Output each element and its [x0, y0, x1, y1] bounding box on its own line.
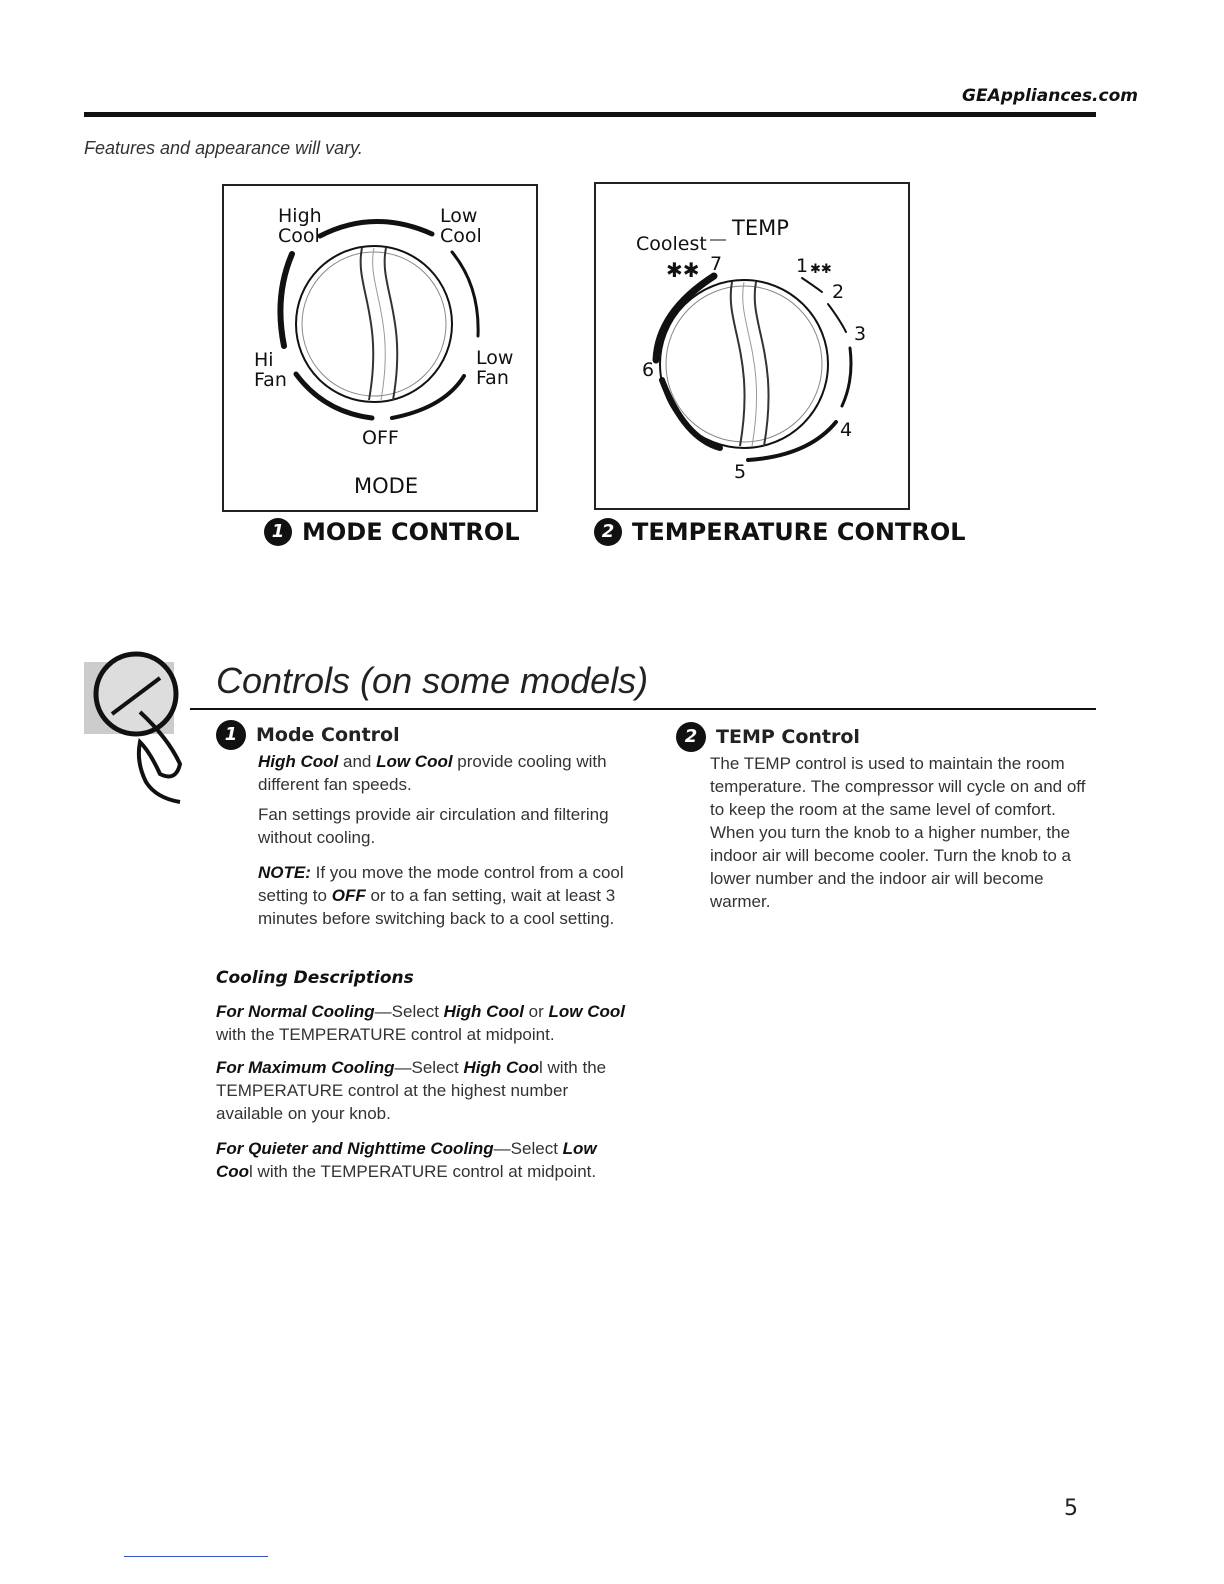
temp-dial-box [594, 182, 910, 510]
footer-line [124, 1556, 268, 1557]
mode-low-fan-label: Low Fan [476, 347, 514, 389]
mode-label: MODE [354, 474, 419, 498]
temp-number-4: 4 [840, 419, 853, 441]
step-2-badge: 2 [676, 722, 706, 752]
section-rule [190, 708, 1096, 710]
page-number: 5 [1064, 1496, 1078, 1521]
hand-knob-icon [84, 642, 194, 812]
step-1-badge: 1 [264, 518, 292, 546]
normal-cooling-paragraph: For Normal Cooling—Select High Cool or Low Cool with the TEMPERATURE control at midpoint. [216, 1002, 625, 1044]
temperature-control-caption: 2 TEMPERATURE CONTROL [594, 518, 966, 546]
step-2-badge: 2 [594, 518, 622, 546]
section-title: Controls (on some models) [216, 660, 649, 701]
snowflake-icon: ✱✱ [810, 262, 832, 277]
mode-hi-fan-label: Hi Fan [254, 349, 287, 391]
header-rule [84, 112, 1096, 117]
temp-title: TEMP [732, 216, 789, 240]
temp-coolest-label: Coolest [636, 233, 707, 255]
mode-control-paragraph-2: Fan settings provide air circulation and filtering without cooling. [258, 805, 609, 847]
snowflake-icon: ✱✱ [666, 258, 700, 282]
temp-number-2: 2 [832, 281, 845, 303]
mode-dial-box [222, 184, 538, 512]
cooling-descriptions-heading: Cooling Descriptions [216, 968, 414, 988]
mode-control-caption: 1 MODE CONTROL [264, 518, 520, 546]
step-1-badge: 1 [216, 720, 246, 750]
temp-number-7: 7 [710, 253, 723, 275]
appearance-note: Features and appearance will vary. [84, 138, 363, 158]
temp-control-heading: 2 TEMP Control [676, 722, 860, 752]
mode-control-heading: 1 Mode Control [216, 720, 400, 750]
mode-off-label: OFF [362, 427, 399, 449]
temp-number-1: 1 [796, 255, 809, 277]
mode-high-cool-label: High Cool [278, 205, 322, 247]
mode-low-cool-label: Low Cool [440, 205, 482, 247]
temp-number-3: 3 [854, 323, 867, 345]
maximum-cooling-paragraph: For Maximum Cooling—Select High Cool with the TEMPERATURE control at the highest number available on your knob. [216, 1058, 607, 1123]
temp-control-paragraph: The TEMP control is used to maintain the room temperature. The compressor will cycle on and off to keep the room at the same level of comfort. When you turn the knob to a higher number, the indoor air will become cooler. Turn the knob to a lower number and the indoor air will become warmer. [710, 754, 1086, 911]
temp-number-6: 6 [642, 359, 655, 381]
mode-control-paragraph-1: High Cool and Low Cool provide cooling with different fan speeds. [258, 752, 607, 794]
mode-control-note: NOTE: If you move the mode control from a cool setting to OFF or to a fan setting, wait at least 3 minutes before switching back to a cool setting. [258, 863, 624, 928]
site-url: GEAppliances.com [962, 86, 1138, 106]
temp-number-5: 5 [734, 461, 747, 483]
quiet-cooling-paragraph: For Quieter and Nighttime Cooling—Select Low Cool with the TEMPERATURE control at midpoint. [216, 1139, 597, 1181]
